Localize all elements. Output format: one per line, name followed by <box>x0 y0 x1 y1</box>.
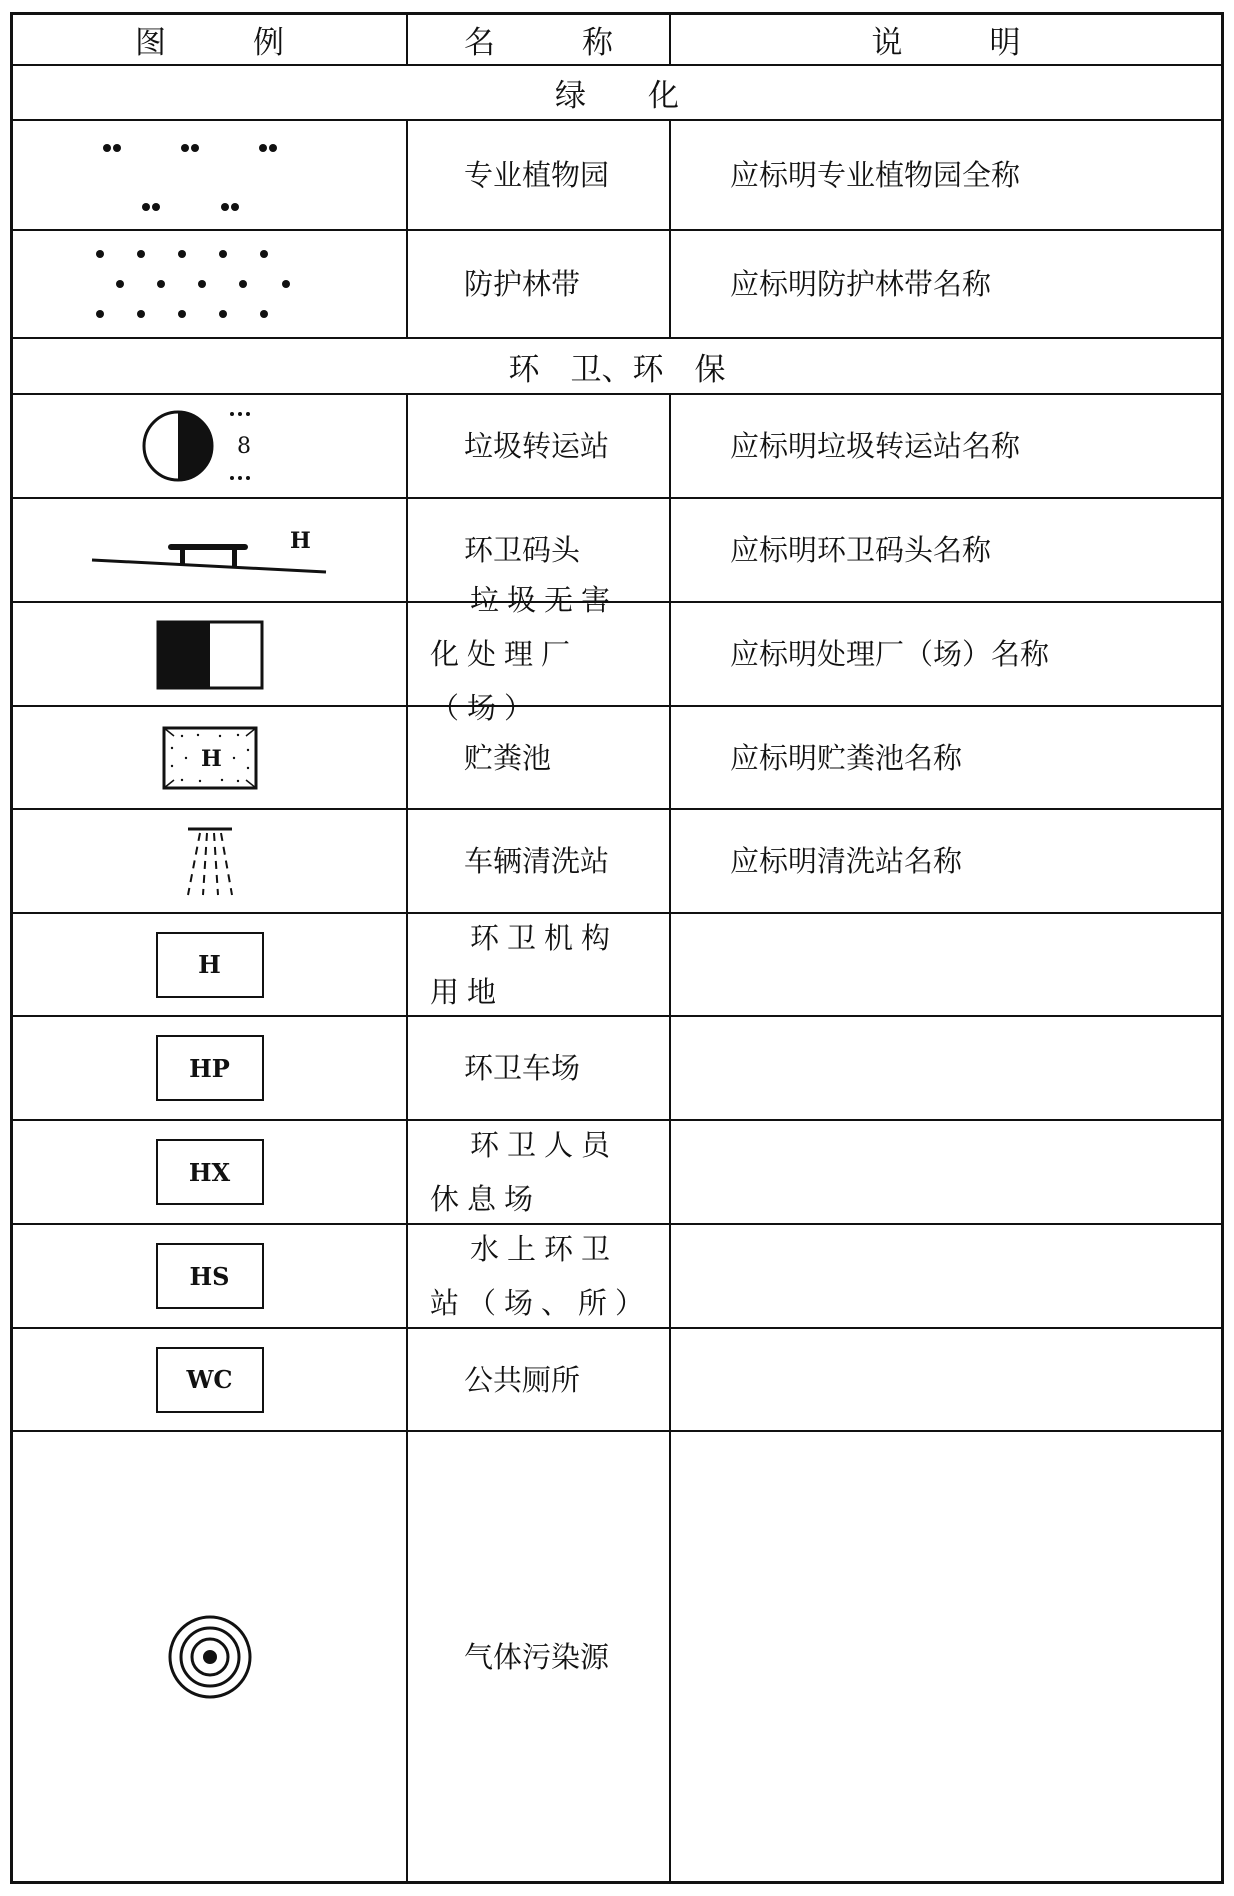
row-desc-cell <box>671 1329 1221 1430</box>
row-desc-cell <box>671 395 1221 497</box>
row-name-cell <box>408 810 671 912</box>
legend-symbol <box>13 121 408 229</box>
svg-text:8: 8 <box>236 434 251 459</box>
dot-grid-icon <box>90 244 330 324</box>
legend-symbol <box>13 499 408 601</box>
table-row <box>13 583 1221 725</box>
row-name-cell <box>408 1121 671 1223</box>
section-title: 绿 化 <box>555 78 679 114</box>
row-name: 专业植物园 <box>464 158 610 192</box>
row-description: 应标明处理厂（场）名称 <box>730 637 1050 671</box>
row-name: 气体污染源 <box>464 1639 610 1674</box>
row-desc-cell <box>671 914 1221 1015</box>
concentric-circles-icon <box>160 1607 260 1707</box>
row-desc-cell <box>671 603 1221 705</box>
row-name-cell <box>408 914 671 1015</box>
legend-symbol <box>13 707 408 808</box>
row-description: 应标明专业植物园全称 <box>730 158 1021 192</box>
row-desc-cell <box>671 1017 1221 1119</box>
half-filled-circle-icon <box>140 406 280 486</box>
table-row <box>13 914 1221 1017</box>
pier-icon <box>90 520 330 580</box>
row-name-cell <box>408 231 671 337</box>
table-row <box>13 395 1221 499</box>
row-name-cell <box>408 1329 671 1430</box>
svg-text:H: H <box>289 528 311 554</box>
symbol-box: HS <box>156 1243 264 1309</box>
row-desc-cell <box>671 707 1221 808</box>
row-name: 公共厕所 <box>464 1362 581 1397</box>
row-name-cell <box>408 707 671 808</box>
row-description: 应标明垃圾转运站名称 <box>730 429 1021 463</box>
row-desc-cell <box>671 1121 1221 1223</box>
symbol-box: HP <box>156 1035 264 1101</box>
legend-symbol <box>13 1225 408 1327</box>
table-row <box>13 1329 1221 1432</box>
row-name-cell <box>408 395 671 497</box>
row-description: 应标明环卫码头名称 <box>730 533 992 567</box>
row-desc-cell <box>671 810 1221 912</box>
row-name-cell <box>408 1017 671 1119</box>
table-row <box>13 121 1221 231</box>
section-row-greening <box>13 66 1221 121</box>
half-filled-rect-icon <box>150 614 270 694</box>
shower-icon <box>170 821 250 901</box>
row-desc-cell <box>671 499 1221 601</box>
row-desc-cell <box>671 121 1221 229</box>
symbol-box: HX <box>156 1139 264 1205</box>
legend-symbol <box>13 231 408 337</box>
row-name: 水上环卫站（场、所） <box>430 1232 653 1320</box>
row-name: 环卫人员休息场 <box>430 1128 619 1216</box>
paired-dots-icon <box>90 130 330 220</box>
legend-symbol <box>13 1432 408 1881</box>
row-name: 垃圾转运站 <box>464 429 610 463</box>
table-row <box>13 810 1221 914</box>
row-name: 环卫车场 <box>464 1051 581 1085</box>
legend-symbol <box>13 1329 408 1430</box>
row-name: 贮粪池 <box>464 740 552 775</box>
symbol-box: WC <box>156 1347 264 1413</box>
legend-symbol <box>13 603 408 705</box>
svg-text:H: H <box>200 745 222 772</box>
row-name: 车辆清洗站 <box>464 844 610 878</box>
row-description: 应标明防护林带名称 <box>730 267 992 301</box>
legend-symbol <box>13 810 408 912</box>
header-name: 名 称 <box>408 15 671 64</box>
row-desc-cell <box>671 1432 1221 1881</box>
legend-symbol <box>13 395 408 497</box>
header-description: 说 明 <box>871 25 1049 61</box>
table-row <box>13 1017 1221 1121</box>
tank-icon <box>150 718 270 798</box>
row-name: 防护林带 <box>464 267 581 301</box>
table-row <box>13 1121 1221 1225</box>
row-name-cell <box>408 1432 671 1881</box>
row-name-cell <box>408 583 671 725</box>
legend-symbol <box>13 1121 408 1223</box>
table-header-row <box>13 15 1221 66</box>
legend-table <box>10 12 1224 1884</box>
row-name: 环卫机构用地 <box>430 920 619 1009</box>
row-name: 环卫码头 <box>464 533 581 567</box>
row-name-cell <box>408 1225 671 1327</box>
header-legend: 图 例 <box>13 15 408 64</box>
row-desc-cell <box>671 231 1221 337</box>
table-row <box>13 1225 1221 1329</box>
symbol-box: H <box>156 932 264 998</box>
row-desc-cell <box>671 1225 1221 1327</box>
row-description: 应标明贮粪池名称 <box>730 740 963 775</box>
row-name-cell <box>408 121 671 229</box>
row-name: 垃圾无害化处理厂（场） <box>430 583 619 725</box>
table-row <box>13 707 1221 810</box>
section-row-sanitation <box>13 339 1221 395</box>
row-description: 应标明清洗站名称 <box>730 844 963 878</box>
table-row <box>13 1432 1221 1881</box>
legend-symbol <box>13 1017 408 1119</box>
legend-symbol <box>13 914 408 1015</box>
table-row <box>13 231 1221 339</box>
section-title: 环 卫、环 保 <box>508 351 726 388</box>
